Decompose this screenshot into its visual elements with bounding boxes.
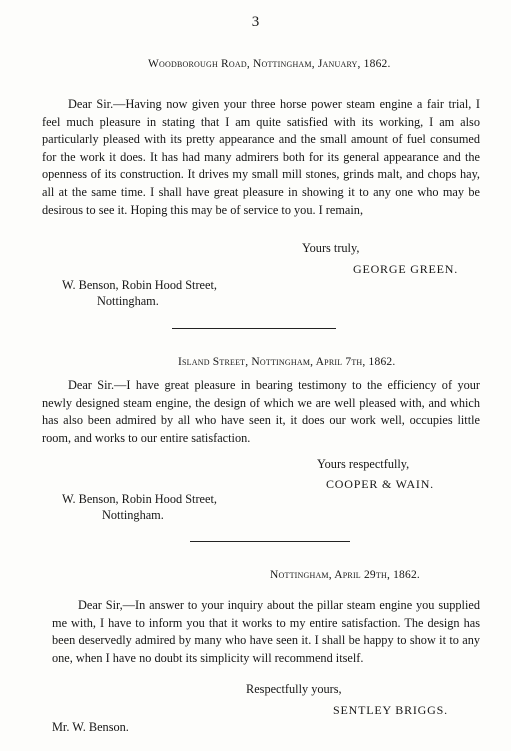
letter-3-dateline: Nottingham, April 29th, 1862. (270, 569, 420, 581)
letter-1-text: Having now given your three horse power steam engine a fair trial, I feel much pleasure in stating that I am quite satisfied with its working, I am also particularly pleased with its pretty appearance and the small amount of fuel consumed for the work it does. It has had many admirers both for its general appearance and the openness of its construction. It drives my small mill stones, grinds malt, and chops hay, all at the same time. I shall have great pleasure in showing it to any one who may be desirous to see it. Hoping this may be of service to you. I remain, (42, 97, 480, 217)
letter-3-body (52, 597, 480, 667)
letter-3-salutation: Dear Sir,— (78, 598, 135, 612)
letter-1-address-line1: W. Benson, Robin Hood Street, (62, 278, 217, 292)
letter-2-address-line2: Nottingham. (102, 508, 164, 522)
letter-1-closing: Yours truly, (302, 241, 360, 255)
separator-rule-1 (172, 328, 336, 329)
letter-2-salutation: Dear Sir.— (68, 378, 127, 392)
letter-1-body (42, 96, 480, 219)
letter-3-address-line1: Mr. W. Benson. (52, 720, 129, 734)
letter-2-text: I have great pleasure in bearing testimony to the efficiency of your newly designed steam engine, the design of which we are well pleased with, and which has also been admired by all who have seen it, it does our work well, occupies little room, and works to our entire satisfaction. (42, 378, 480, 445)
letter-3-closing: Respectfully yours, (246, 682, 342, 696)
letter-2-body (42, 377, 480, 447)
letter-2-signature: COOPER & WAIN. (326, 477, 434, 491)
letter-1-salutation: Dear Sir.— (68, 97, 126, 111)
letter-2-dateline: Island Street, Nottingham, April 7th, 1862. (178, 356, 396, 368)
letter-1-signature: GEORGE GREEN. (353, 262, 459, 276)
letter-2-closing: Yours respectfully, (317, 457, 410, 471)
letter-3-signature: SENTLEY BRIGGS. (333, 703, 448, 717)
page-number: 3 (251, 14, 260, 30)
separator-rule-2 (190, 541, 350, 542)
letter-3-text: In answer to your inquiry about the pillar steam engine you supplied me with, I have to inform you that it works to my entire satisfaction. The design has been deservedly admired by many who have seen it. I shall be happy to show it to any one, when I have no doubt its simplicity will recommend itself. (52, 598, 480, 665)
letter-2-address-line1: W. Benson, Robin Hood Street, (62, 492, 217, 506)
letter-1-dateline: Woodborough Road, Nottingham, January, 1862. (148, 58, 391, 70)
letter-1-address-line2: Nottingham. (97, 294, 159, 308)
